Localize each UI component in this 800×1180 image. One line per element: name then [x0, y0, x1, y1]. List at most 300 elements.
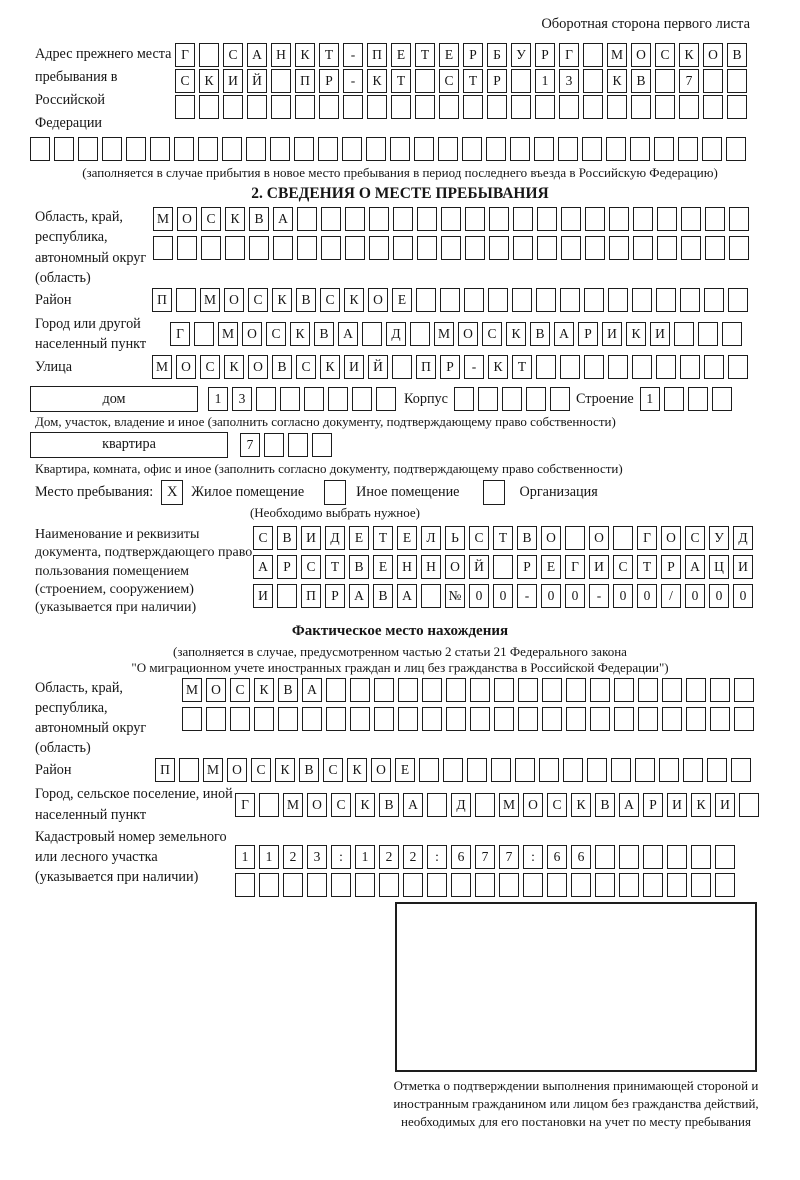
char-cell[interactable]: Р — [277, 555, 297, 579]
char-cell[interactable]: П — [367, 43, 387, 67]
char-cell[interactable]: А — [349, 584, 369, 608]
char-cell[interactable]: Г — [565, 555, 585, 579]
char-cell[interactable] — [295, 95, 315, 119]
char-cell[interactable] — [526, 387, 546, 411]
char-cell[interactable] — [153, 236, 173, 260]
char-cell[interactable] — [398, 678, 418, 702]
char-cell[interactable] — [259, 793, 279, 817]
char-cell[interactable]: Е — [397, 526, 417, 550]
char-cell[interactable] — [518, 707, 538, 731]
char-cell[interactable]: И — [223, 69, 243, 93]
char-cell[interactable]: 0 — [613, 584, 633, 608]
char-cell[interactable]: 0 — [685, 584, 705, 608]
char-cell[interactable] — [609, 207, 629, 231]
char-cell[interactable]: Г — [235, 793, 255, 817]
char-cell[interactable] — [619, 873, 639, 897]
char-cell[interactable]: И — [589, 555, 609, 579]
char-cell[interactable] — [560, 355, 580, 379]
char-cell[interactable] — [702, 137, 722, 161]
char-cell[interactable] — [609, 236, 629, 260]
char-cell[interactable] — [416, 288, 436, 312]
char-cell[interactable] — [710, 678, 730, 702]
char-cell[interactable] — [462, 137, 482, 161]
char-cell[interactable] — [698, 322, 718, 346]
char-cell[interactable]: С — [613, 555, 633, 579]
char-cell[interactable] — [179, 758, 199, 782]
char-cell[interactable]: И — [650, 322, 670, 346]
char-cell[interactable]: А — [247, 43, 267, 67]
char-cell[interactable] — [633, 207, 653, 231]
char-cell[interactable]: О — [458, 322, 478, 346]
char-cell[interactable]: О — [307, 793, 327, 817]
char-cell[interactable]: - — [343, 43, 363, 67]
char-cell[interactable] — [729, 207, 749, 231]
char-cell[interactable]: № — [445, 584, 465, 608]
char-cell[interactable]: Ц — [709, 555, 729, 579]
char-cell[interactable]: 0 — [709, 584, 729, 608]
char-cell[interactable] — [427, 793, 447, 817]
char-cell[interactable] — [502, 387, 522, 411]
char-cell[interactable]: К — [488, 355, 508, 379]
char-cell[interactable]: П — [152, 288, 172, 312]
char-cell[interactable] — [470, 678, 490, 702]
char-cell[interactable]: 1 — [535, 69, 555, 93]
char-cell[interactable] — [678, 137, 698, 161]
char-cell[interactable] — [523, 873, 543, 897]
stay-option-organization-checkbox[interactable] — [483, 480, 505, 505]
char-cell[interactable]: 0 — [733, 584, 753, 608]
char-cell[interactable]: К — [607, 69, 627, 93]
char-cell[interactable]: Г — [637, 526, 657, 550]
char-cell[interactable]: 6 — [571, 845, 591, 869]
char-cell[interactable] — [691, 845, 711, 869]
char-cell[interactable]: 7 — [475, 845, 495, 869]
char-cell[interactable]: К — [225, 207, 245, 231]
char-cell[interactable] — [662, 678, 682, 702]
char-cell[interactable] — [734, 678, 754, 702]
char-cell[interactable] — [655, 69, 675, 93]
char-cell[interactable] — [199, 43, 219, 67]
char-cell[interactable] — [374, 707, 394, 731]
char-cell[interactable]: 1 — [259, 845, 279, 869]
char-cell[interactable] — [565, 526, 585, 550]
char-cell[interactable] — [102, 137, 122, 161]
char-cell[interactable] — [536, 288, 556, 312]
char-cell[interactable] — [704, 355, 724, 379]
char-cell[interactable] — [643, 873, 663, 897]
char-cell[interactable]: К — [355, 793, 375, 817]
char-cell[interactable]: Г — [175, 43, 195, 67]
char-cell[interactable] — [177, 236, 197, 260]
char-cell[interactable]: С — [266, 322, 286, 346]
char-cell[interactable] — [688, 387, 708, 411]
char-cell[interactable]: У — [709, 526, 729, 550]
char-cell[interactable]: А — [273, 207, 293, 231]
char-cell[interactable] — [194, 322, 214, 346]
char-cell[interactable] — [441, 236, 461, 260]
char-cell[interactable]: 3 — [559, 69, 579, 93]
char-cell[interactable] — [703, 95, 723, 119]
char-cell[interactable] — [489, 207, 509, 231]
char-cell[interactable]: О — [248, 355, 268, 379]
char-cell[interactable] — [494, 678, 514, 702]
char-cell[interactable]: О — [589, 526, 609, 550]
char-cell[interactable]: Р — [463, 43, 483, 67]
char-cell[interactable]: К — [691, 793, 711, 817]
char-cell[interactable] — [440, 288, 460, 312]
char-cell[interactable] — [614, 707, 634, 731]
char-cell[interactable] — [656, 288, 676, 312]
char-cell[interactable]: 6 — [547, 845, 567, 869]
char-cell[interactable] — [326, 707, 346, 731]
char-cell[interactable]: Т — [493, 526, 513, 550]
char-cell[interactable]: Р — [643, 793, 663, 817]
char-cell[interactable]: Л — [421, 526, 441, 550]
char-cell[interactable]: Й — [469, 555, 489, 579]
char-cell[interactable]: В — [373, 584, 393, 608]
char-cell[interactable] — [656, 355, 676, 379]
char-cell[interactable] — [655, 95, 675, 119]
char-cell[interactable] — [398, 707, 418, 731]
char-cell[interactable]: А — [554, 322, 574, 346]
char-cell[interactable] — [367, 95, 387, 119]
char-cell[interactable]: 3 — [232, 387, 252, 411]
char-cell[interactable]: Р — [487, 69, 507, 93]
char-cell[interactable]: К — [320, 355, 340, 379]
char-cell[interactable] — [421, 584, 441, 608]
char-cell[interactable]: В — [379, 793, 399, 817]
char-cell[interactable]: Г — [559, 43, 579, 67]
char-cell[interactable]: О — [206, 678, 226, 702]
char-cell[interactable] — [259, 873, 279, 897]
char-cell[interactable] — [561, 236, 581, 260]
char-cell[interactable]: Т — [512, 355, 532, 379]
stay-option-residential-checkbox[interactable]: X — [161, 480, 183, 505]
char-cell[interactable] — [638, 707, 658, 731]
char-cell[interactable] — [271, 95, 291, 119]
char-cell[interactable]: Н — [271, 43, 291, 67]
char-cell[interactable] — [712, 387, 732, 411]
char-cell[interactable] — [478, 387, 498, 411]
char-cell[interactable]: Е — [349, 526, 369, 550]
char-cell[interactable] — [606, 137, 626, 161]
char-cell[interactable] — [590, 678, 610, 702]
char-cell[interactable] — [174, 137, 194, 161]
char-cell[interactable] — [587, 758, 607, 782]
char-cell[interactable]: 1 — [640, 387, 660, 411]
char-cell[interactable] — [427, 873, 447, 897]
char-cell[interactable]: О — [368, 288, 388, 312]
char-cell[interactable]: О — [177, 207, 197, 231]
char-cell[interactable] — [175, 95, 195, 119]
char-cell[interactable] — [542, 707, 562, 731]
char-cell[interactable] — [674, 322, 694, 346]
char-cell[interactable]: М — [182, 678, 202, 702]
char-cell[interactable] — [707, 758, 727, 782]
char-cell[interactable]: 2 — [403, 845, 423, 869]
char-cell[interactable]: С — [331, 793, 351, 817]
char-cell[interactable]: Т — [373, 526, 393, 550]
char-cell[interactable] — [376, 387, 396, 411]
char-cell[interactable]: Е — [391, 43, 411, 67]
char-cell[interactable]: С — [685, 526, 705, 550]
char-cell[interactable]: Т — [637, 555, 657, 579]
char-cell[interactable] — [595, 873, 615, 897]
char-cell[interactable] — [710, 707, 730, 731]
char-cell[interactable] — [390, 137, 410, 161]
char-cell[interactable]: Д — [733, 526, 753, 550]
char-cell[interactable] — [30, 137, 50, 161]
char-cell[interactable]: - — [517, 584, 537, 608]
char-cell[interactable]: В — [278, 678, 298, 702]
char-cell[interactable] — [657, 236, 677, 260]
char-cell[interactable] — [270, 137, 290, 161]
char-cell[interactable] — [350, 678, 370, 702]
char-cell[interactable]: 7 — [499, 845, 519, 869]
char-cell[interactable] — [246, 137, 266, 161]
char-cell[interactable] — [343, 95, 363, 119]
char-cell[interactable] — [715, 845, 735, 869]
char-cell[interactable] — [607, 95, 627, 119]
char-cell[interactable]: П — [295, 69, 315, 93]
char-cell[interactable] — [345, 236, 365, 260]
char-cell[interactable] — [403, 873, 423, 897]
char-cell[interactable] — [374, 678, 394, 702]
char-cell[interactable]: К — [254, 678, 274, 702]
char-cell[interactable]: С — [547, 793, 567, 817]
apartment-box[interactable]: квартира — [30, 432, 228, 458]
char-cell[interactable]: Б — [487, 43, 507, 67]
char-cell[interactable] — [271, 69, 291, 93]
char-cell[interactable]: М — [153, 207, 173, 231]
char-cell[interactable] — [199, 95, 219, 119]
char-cell[interactable] — [350, 707, 370, 731]
char-cell[interactable] — [288, 433, 308, 457]
char-cell[interactable]: О — [176, 355, 196, 379]
char-cell[interactable]: М — [200, 288, 220, 312]
char-cell[interactable] — [715, 873, 735, 897]
char-cell[interactable]: О — [541, 526, 561, 550]
char-cell[interactable] — [542, 678, 562, 702]
char-cell[interactable] — [513, 207, 533, 231]
char-cell[interactable] — [630, 137, 650, 161]
char-cell[interactable]: О — [661, 526, 681, 550]
char-cell[interactable]: Е — [395, 758, 415, 782]
char-cell[interactable] — [422, 707, 442, 731]
char-cell[interactable] — [734, 707, 754, 731]
char-cell[interactable]: Р — [325, 584, 345, 608]
char-cell[interactable]: К — [295, 43, 315, 67]
char-cell[interactable] — [705, 207, 725, 231]
char-cell[interactable] — [635, 758, 655, 782]
char-cell[interactable] — [608, 355, 628, 379]
char-cell[interactable]: К — [290, 322, 310, 346]
char-cell[interactable] — [679, 95, 699, 119]
char-cell[interactable]: 1 — [235, 845, 255, 869]
char-cell[interactable] — [369, 236, 389, 260]
char-cell[interactable] — [681, 236, 701, 260]
char-cell[interactable] — [54, 137, 74, 161]
char-cell[interactable] — [345, 207, 365, 231]
char-cell[interactable]: 1 — [208, 387, 228, 411]
char-cell[interactable] — [584, 355, 604, 379]
char-cell[interactable]: И — [253, 584, 273, 608]
char-cell[interactable] — [583, 69, 603, 93]
char-cell[interactable]: С — [296, 355, 316, 379]
char-cell[interactable] — [318, 137, 338, 161]
char-cell[interactable] — [614, 678, 634, 702]
char-cell[interactable] — [467, 758, 487, 782]
char-cell[interactable]: 2 — [283, 845, 303, 869]
char-cell[interactable] — [550, 387, 570, 411]
char-cell[interactable] — [664, 387, 684, 411]
char-cell[interactable]: 0 — [493, 584, 513, 608]
char-cell[interactable]: О — [631, 43, 651, 67]
char-cell[interactable] — [307, 873, 327, 897]
char-cell[interactable] — [235, 873, 255, 897]
char-cell[interactable]: П — [416, 355, 436, 379]
char-cell[interactable] — [595, 845, 615, 869]
char-cell[interactable] — [608, 288, 628, 312]
char-cell[interactable]: К — [506, 322, 526, 346]
char-cell[interactable]: А — [685, 555, 705, 579]
char-cell[interactable] — [632, 355, 652, 379]
char-cell[interactable] — [319, 95, 339, 119]
char-cell[interactable] — [633, 236, 653, 260]
char-cell[interactable]: - — [343, 69, 363, 93]
char-cell[interactable]: И — [344, 355, 364, 379]
char-cell[interactable]: Е — [439, 43, 459, 67]
char-cell[interactable]: Т — [391, 69, 411, 93]
char-cell[interactable]: С — [301, 555, 321, 579]
char-cell[interactable]: К — [626, 322, 646, 346]
char-cell[interactable] — [78, 137, 98, 161]
char-cell[interactable] — [410, 322, 430, 346]
char-cell[interactable] — [489, 236, 509, 260]
char-cell[interactable] — [126, 137, 146, 161]
char-cell[interactable]: С — [655, 43, 675, 67]
char-cell[interactable] — [726, 137, 746, 161]
char-cell[interactable]: Т — [319, 43, 339, 67]
char-cell[interactable]: Р — [440, 355, 460, 379]
char-cell[interactable] — [487, 95, 507, 119]
char-cell[interactable]: 0 — [541, 584, 561, 608]
char-cell[interactable]: А — [302, 678, 322, 702]
char-cell[interactable]: В — [530, 322, 550, 346]
char-cell[interactable]: М — [499, 793, 519, 817]
char-cell[interactable]: К — [344, 288, 364, 312]
char-cell[interactable]: Д — [451, 793, 471, 817]
char-cell[interactable] — [443, 758, 463, 782]
char-cell[interactable]: П — [301, 584, 321, 608]
char-cell[interactable] — [273, 236, 293, 260]
char-cell[interactable]: 3 — [307, 845, 327, 869]
char-cell[interactable] — [342, 137, 362, 161]
char-cell[interactable]: К — [199, 69, 219, 93]
char-cell[interactable]: В — [631, 69, 651, 93]
char-cell[interactable] — [247, 95, 267, 119]
char-cell[interactable] — [417, 236, 437, 260]
char-cell[interactable] — [488, 288, 508, 312]
char-cell[interactable]: А — [253, 555, 273, 579]
char-cell[interactable]: 7 — [240, 433, 260, 457]
char-cell[interactable] — [703, 69, 723, 93]
char-cell[interactable]: В — [249, 207, 269, 231]
char-cell[interactable] — [493, 555, 513, 579]
char-cell[interactable]: И — [715, 793, 735, 817]
char-cell[interactable]: О — [523, 793, 543, 817]
char-cell[interactable] — [728, 288, 748, 312]
char-cell[interactable]: Т — [463, 69, 483, 93]
char-cell[interactable]: Д — [386, 322, 406, 346]
char-cell[interactable] — [494, 707, 514, 731]
char-cell[interactable]: О — [703, 43, 723, 67]
char-cell[interactable]: В — [272, 355, 292, 379]
char-cell[interactable]: В — [595, 793, 615, 817]
char-cell[interactable] — [491, 758, 511, 782]
char-cell[interactable] — [584, 288, 604, 312]
char-cell[interactable] — [686, 678, 706, 702]
char-cell[interactable] — [559, 95, 579, 119]
char-cell[interactable]: 7 — [679, 69, 699, 93]
char-cell[interactable] — [499, 873, 519, 897]
char-cell[interactable]: О — [371, 758, 391, 782]
char-cell[interactable] — [201, 236, 221, 260]
char-cell[interactable] — [249, 236, 269, 260]
char-cell[interactable]: К — [367, 69, 387, 93]
char-cell[interactable]: О — [242, 322, 262, 346]
char-cell[interactable] — [657, 207, 677, 231]
char-cell[interactable]: В — [296, 288, 316, 312]
char-cell[interactable]: М — [152, 355, 172, 379]
char-cell[interactable]: 2 — [379, 845, 399, 869]
char-cell[interactable]: : — [427, 845, 447, 869]
char-cell[interactable] — [571, 873, 591, 897]
char-cell[interactable] — [355, 873, 375, 897]
char-cell[interactable]: А — [338, 322, 358, 346]
char-cell[interactable] — [277, 584, 297, 608]
char-cell[interactable]: У — [511, 43, 531, 67]
char-cell[interactable]: С — [320, 288, 340, 312]
char-cell[interactable] — [393, 236, 413, 260]
char-cell[interactable]: К — [272, 288, 292, 312]
char-cell[interactable] — [705, 236, 725, 260]
char-cell[interactable]: С — [248, 288, 268, 312]
char-cell[interactable] — [326, 678, 346, 702]
char-cell[interactable] — [611, 758, 631, 782]
char-cell[interactable] — [475, 873, 495, 897]
char-cell[interactable] — [465, 207, 485, 231]
char-cell[interactable] — [513, 236, 533, 260]
char-cell[interactable] — [441, 207, 461, 231]
char-cell[interactable] — [321, 236, 341, 260]
char-cell[interactable] — [446, 707, 466, 731]
char-cell[interactable] — [366, 137, 386, 161]
char-cell[interactable] — [415, 69, 435, 93]
char-cell[interactable]: С — [323, 758, 343, 782]
char-cell[interactable] — [331, 873, 351, 897]
char-cell[interactable]: С — [251, 758, 271, 782]
char-cell[interactable] — [638, 678, 658, 702]
char-cell[interactable] — [691, 873, 711, 897]
char-cell[interactable]: : — [523, 845, 543, 869]
house-box[interactable]: дом — [30, 386, 198, 412]
char-cell[interactable]: Е — [541, 555, 561, 579]
char-cell[interactable] — [297, 207, 317, 231]
char-cell[interactable] — [256, 387, 276, 411]
char-cell[interactable] — [539, 758, 559, 782]
char-cell[interactable] — [419, 758, 439, 782]
